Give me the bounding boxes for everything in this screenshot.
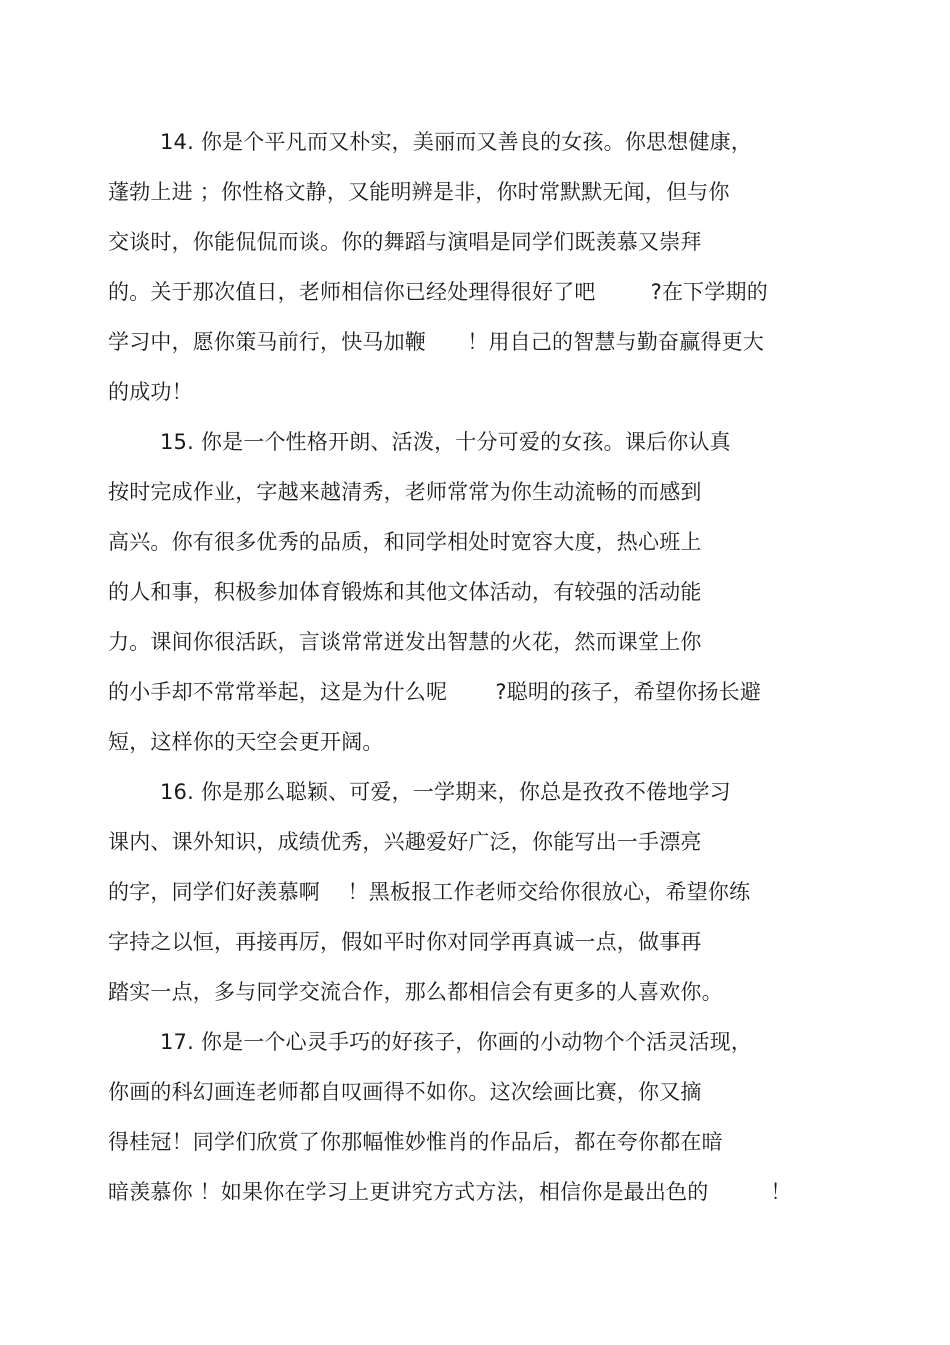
text-line: 学习中，愿你策马前行，快马加鞭 ！用自己的智慧与勤奋赢得更大 bbox=[108, 330, 765, 354]
text-line: 暗羡慕你 ！如果你在学习上更讲究方式方法，相信你是最出色的 ！ bbox=[108, 1180, 792, 1204]
text-line: 高兴。你有很多优秀的品质，和同学相处时宽容大度，热心班上 bbox=[108, 530, 702, 554]
text-line: 踏实一点，多与同学交流合作，那么都相信会有更多的人喜欢你。 bbox=[108, 980, 723, 1004]
text-line: 你画的科幻画连老师都自叹画得不如你。这次绘画比赛，你又摘 bbox=[108, 1080, 702, 1104]
text-line: 的。关于那次值日，老师相信你已经处理得很好了吧 ?在下学期的 bbox=[108, 280, 768, 304]
text-line: 14. 你是个平凡而又朴实，美丽而又善良的女孩。你思想健康， bbox=[160, 130, 753, 154]
text-line: 蓬勃上进 ；你性格文静，又能明辨是非，你时常默默无闻，但与你 bbox=[108, 180, 730, 204]
text-line: 字持之以恒，再接再厉，假如平时你对同学再真诚一点，做事再 bbox=[108, 930, 702, 954]
text-line: 力。课间你很活跃，言谈常常迸发出智慧的火花，然而课堂上你 bbox=[108, 630, 702, 654]
text-line: 15. 你是一个性格开朗、活泼，十分可爱的女孩。课后你认真 bbox=[160, 430, 731, 454]
text-line: 16. 你是那么聪颖、可爱，一学期来，你总是孜孜不倦地学习 bbox=[160, 780, 731, 804]
text-line: 课内、课外知识，成绩优秀，兴趣爱好广泛，你能写出一手漂亮 bbox=[108, 830, 702, 854]
text-line: 按时完成作业，字越来越清秀，老师常常为你生动流畅的而感到 bbox=[108, 480, 702, 504]
text-line: 的小手却不常常举起，这是为什么呢 ?聪明的孩子，希望你扬长避 bbox=[108, 680, 762, 704]
text-line: 短，这样你的天空会更开阔。 bbox=[108, 730, 384, 754]
text-line: 的成功！ bbox=[108, 380, 193, 404]
text-line: 17. 你是一个心灵手巧的好孩子，你画的小动物个个活灵活现， bbox=[160, 1030, 753, 1054]
text-line: 的字，同学们好羡慕啊 ！黑板报工作老师交给你很放心，希望你练 bbox=[108, 880, 751, 904]
text-line: 交谈时，你能侃侃而谈。你的舞蹈与演唱是同学们既羡慕又崇拜 bbox=[108, 230, 702, 254]
text-line: 得桂冠！同学们欣赏了你那幅惟妙惟肖的作品后，都在夸你都在暗 bbox=[108, 1130, 723, 1154]
text-line: 的人和事，积极参加体育锻炼和其他文体活动，有较强的活动能 bbox=[108, 580, 702, 604]
